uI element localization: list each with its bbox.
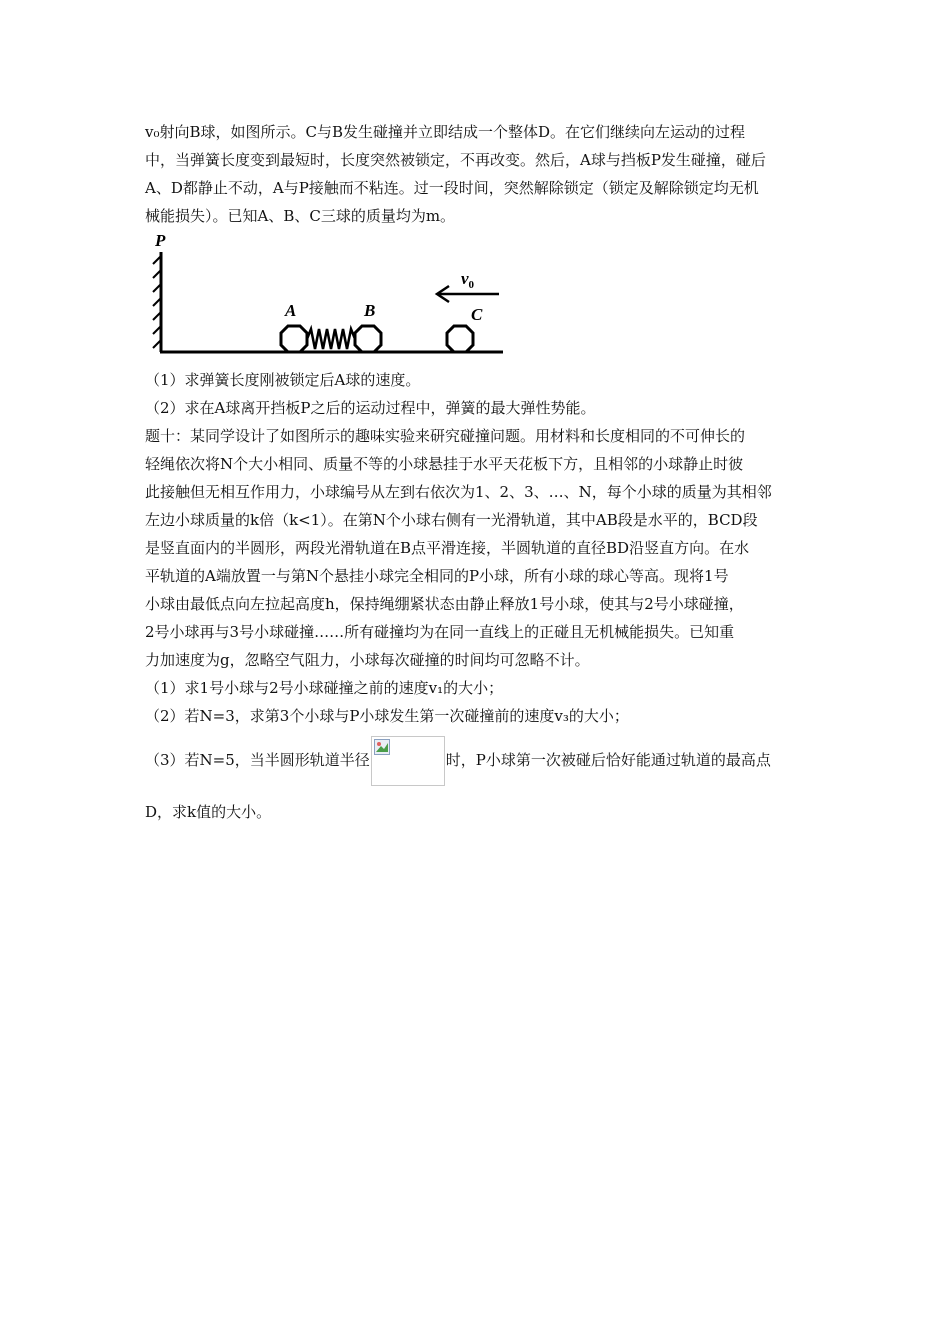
intro-line-3: A、D都静止不动，A与P接触而不粘连。过一段时间，突然解除锁定（锁定及解除锁定均无机 (145, 179, 759, 197)
q10-line-9: 力加速度为g，忽略空气阻力，小球每次碰撞的时间均可忽略不计。 (145, 651, 590, 669)
q9-part-1: （1）求弹簧长度刚被锁定后A球的速度。 (145, 371, 421, 389)
label-v-sub: 0 (468, 279, 475, 291)
q9-part-2: （2）求在A球离开挡板P之后的运动过程中，弹簧的最大弹性势能。 (145, 399, 596, 417)
intro-line-4: 械能损失）。已知A、B、C三球的质量均为m。 (145, 207, 456, 225)
q10-line-6: 平轨道的A端放置一与第N个悬挂小球完全相同的P小球，所有小球的球心等高。现将1号 (145, 567, 729, 585)
label-b: B (364, 301, 376, 320)
q10-line-5: 是竖直面内的半圆形，两段光滑轨道在B点平滑连接，半圆轨道的直径BD沿竖直方向。在水 (145, 539, 750, 557)
intro-line-2: 中，当弹簧长度变到最短时，长度突然被锁定，不再改变。然后，A球与挡板P发生碰撞，碰后 (145, 151, 766, 169)
collision-diagram-svg (149, 234, 509, 364)
q10-part-2: （2）若N=3，求第3个小球与P小球发生第一次碰撞前的速度v₃的大小； (145, 707, 629, 725)
q10-line-1: 题十：某同学设计了如图所示的趣味实验来研究碰撞问题。用材料和长度相同的不可伸长的 (145, 427, 746, 445)
ball-c (447, 326, 473, 352)
q10-line-7: 小球由最低点向左拉起高度h，保持绳绷紧状态由静止释放1号小球，使其与2号小球碰撞， (145, 595, 744, 613)
label-a: A (285, 301, 297, 320)
label-c: C (471, 305, 483, 324)
q10-part-3-text-a: （3）若N=5，当半圆形轨道半径 (145, 751, 370, 769)
q10-part-1: （1）求1号小球与2号小球碰撞之前的速度v₁的大小； (145, 679, 504, 697)
q10-part-3 (145, 736, 810, 786)
intro-line-1: v₀射向B球，如图所示。C与B发生碰撞并立即结成一个整体D。在它们继续向左运动的过程 (145, 123, 746, 141)
broken-formula-image (371, 736, 445, 786)
document-page (145, 118, 810, 826)
q10-line-8: 2号小球再与3号小球碰撞……所有碰撞均为在同一直线上的正碰且无机械能损失。已知重 (145, 623, 735, 641)
collision-diagram (149, 234, 509, 364)
ball-b (355, 326, 381, 352)
broken-image-icon (374, 739, 390, 755)
q10-line-3: 此接触但无相互作用力，小球编号从左到右依次为1、2、3、…、N，每个小球的质量为其相邻 (145, 483, 772, 501)
label-p: P (155, 234, 166, 250)
q10-part-3-text-b: 时，P小球第一次被碰后恰好能通过轨道的最高点 (445, 751, 771, 769)
q10-line-4: 左边小球质量的k倍（k<1）。在第N个小球右侧有一光滑轨道，其中AB段是水平的，BCD段 (145, 511, 758, 529)
q10-part-3-continued: D，求k值的大小。 (145, 803, 272, 821)
spring (307, 329, 355, 349)
label-v0 (461, 269, 475, 291)
q10-line-2: 轻绳依次将N个大小相同、质量不等的小球悬挂于水平天花板下方，且相邻的小球静止时彼 (145, 455, 744, 473)
label-v: v (461, 269, 469, 288)
ball-a (281, 326, 307, 352)
